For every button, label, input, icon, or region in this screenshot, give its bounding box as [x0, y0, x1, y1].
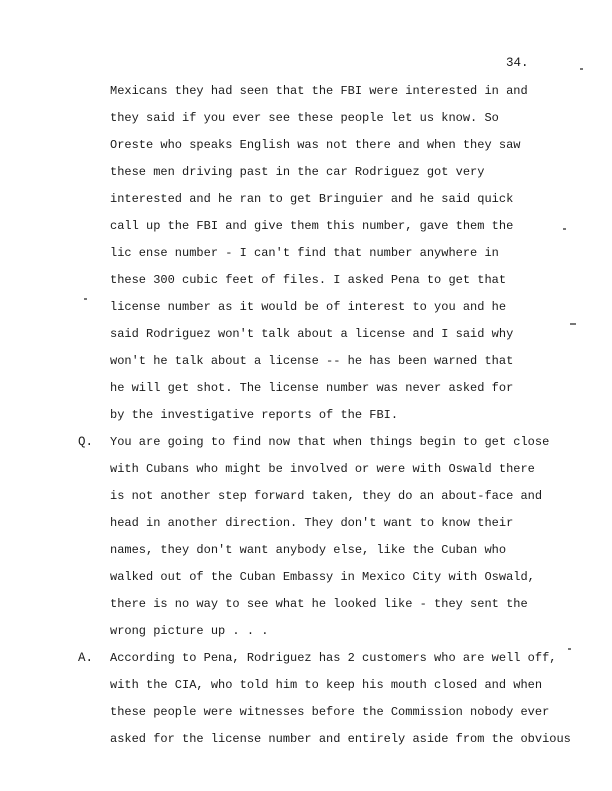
text-line: these 300 cubic feet of files. I asked Pena to get that: [110, 273, 507, 287]
text-line: these men driving past in the car Rodriguez got very: [110, 165, 485, 179]
text-line: You are going to find now that when things begin to get close: [110, 435, 550, 449]
question-marker: Q.: [78, 435, 94, 449]
text-line: interested and he ran to get Bringuier and he said quick: [110, 192, 514, 206]
text-line: there is no way to see what he looked like - they sent the: [110, 597, 528, 611]
answer-marker: A.: [78, 651, 94, 665]
text-line: license number as it would be of interest to you and he: [110, 300, 507, 314]
text-line: with Cubans who might be involved or were with Oswald there: [110, 462, 535, 476]
text-line: head in another direction. They don't want to know their: [110, 516, 514, 530]
scan-speck: [568, 648, 571, 650]
text-line: walked out of the Cuban Embassy in Mexico City with Oswald,: [110, 570, 535, 584]
text-line: call up the FBI and give them this number, gave them the: [110, 219, 514, 233]
text-line: they said if you ever see these people let us know. So: [110, 111, 499, 125]
scan-speck: [84, 298, 87, 300]
text-line: wrong picture up . . .: [110, 624, 269, 638]
text-line: with the CIA, who told him to keep his mouth closed and when: [110, 678, 543, 692]
scan-speck: [570, 323, 576, 325]
page-number: 34.: [506, 56, 529, 70]
text-line: Oreste who speaks English was not there and when they saw: [110, 138, 521, 152]
text-line: Mexicans they had seen that the FBI were interested in and: [110, 84, 528, 98]
text-line: by the investigative reports of the FBI.: [110, 408, 399, 422]
text-line: won't he talk about a license -- he has been warned that: [110, 354, 514, 368]
text-line: he will get shot. The license number was never asked for: [110, 381, 514, 395]
text-line: said Rodriguez won't talk about a license and I said why: [110, 327, 514, 341]
text-line: these people were witnesses before the Commission nobody ever: [110, 705, 550, 719]
text-line: asked for the license number and entirely aside from the obvious: [110, 732, 571, 746]
text-line: is not another step forward taken, they do an about-face and: [110, 489, 543, 503]
text-line: names, they don't want anybody else, like the Cuban who: [110, 543, 507, 557]
scan-speck: [580, 68, 583, 70]
text-line: According to Pena, Rodriguez has 2 customers who are well off,: [110, 651, 557, 665]
text-line: lic ense number - I can't find that number anywhere in: [110, 246, 499, 260]
scan-speck: [563, 228, 566, 230]
